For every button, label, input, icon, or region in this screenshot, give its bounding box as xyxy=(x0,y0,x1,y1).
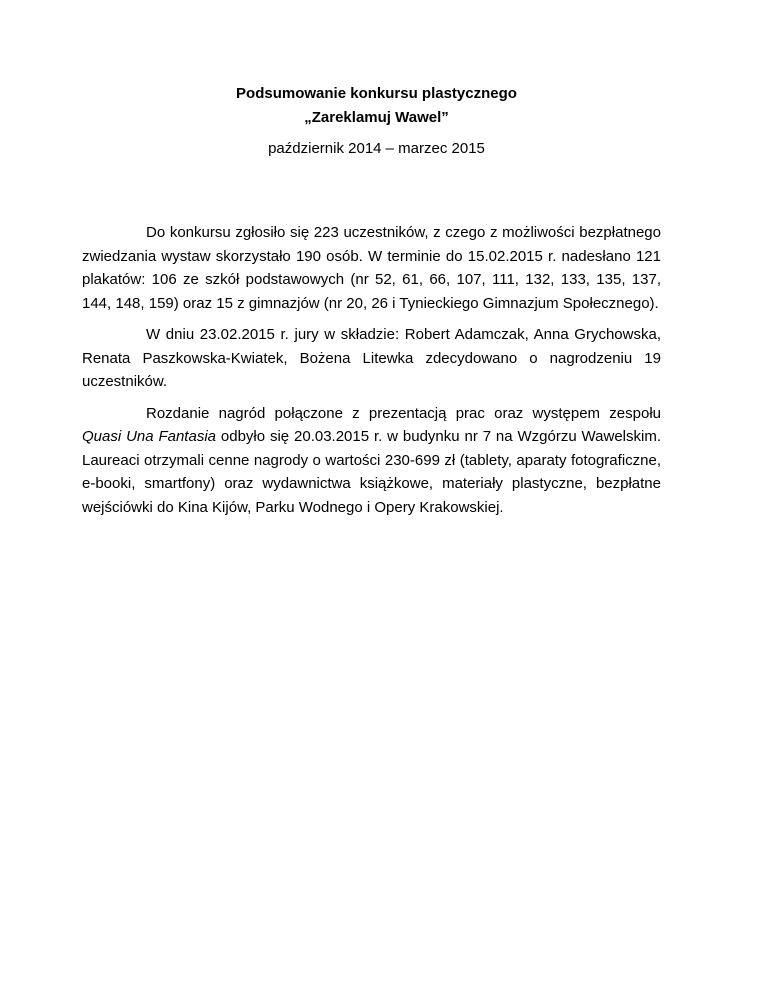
document-date-range: październik 2014 – marzec 2015 xyxy=(268,140,485,157)
paragraph-awards-text-end: odbyło się 20.03.2015 r. w budynku nr 7 na Wzgórzu Wawelskim. Laureaci otrzymali cenne nagrody o wartości 230-699 zł (tablety, aparaty fotograficzne, e-booki, smartfony) oraz wydawnictwa książkowe, materiały plastyczne, bezpłatne wejściówki do Kina Kijów, Parku Wodnego i Opery Krakowskiej. xyxy=(82,428,661,516)
paragraph-awards xyxy=(82,402,661,520)
document-title-line-1: Podsumowanie konkursu plastycznego xyxy=(236,85,517,102)
paragraph-jury: W dniu 23.02.2015 r. jury w składzie: Robert Adamczak, Anna Grychowska, Renata Paszkowska-Kwiatek, Bożena Litewka zdecydowano o nagrodzeniu 19 uczestników. xyxy=(82,326,661,390)
band-name: Quasi Una Fantasia xyxy=(82,428,216,445)
title-block xyxy=(92,82,661,161)
document-body xyxy=(82,221,661,519)
paragraph-participants: Do konkursu zgłosiło się 223 uczestników, z czego z możliwości bezpłatnego zwiedzania wystaw skorzystało 190 osób. W terminie do 15.02.2015 r. nadesłano 121 plakatów: 106 ze szkół podstawowych (nr 52, 61, 66, 107, 111, 132, 133, 135, 137, 144, 148, 159) oraz 15 z gimnazjów (nr 20, 26 i Tynieckiego Gimnazjum Społecznego). xyxy=(82,224,661,312)
document-title-line-2: „Zareklamuj Wawel” xyxy=(304,109,449,126)
paragraph-awards-text-start: Rozdanie nagród połączone z prezentacją prac oraz występem zespołu xyxy=(146,404,661,422)
